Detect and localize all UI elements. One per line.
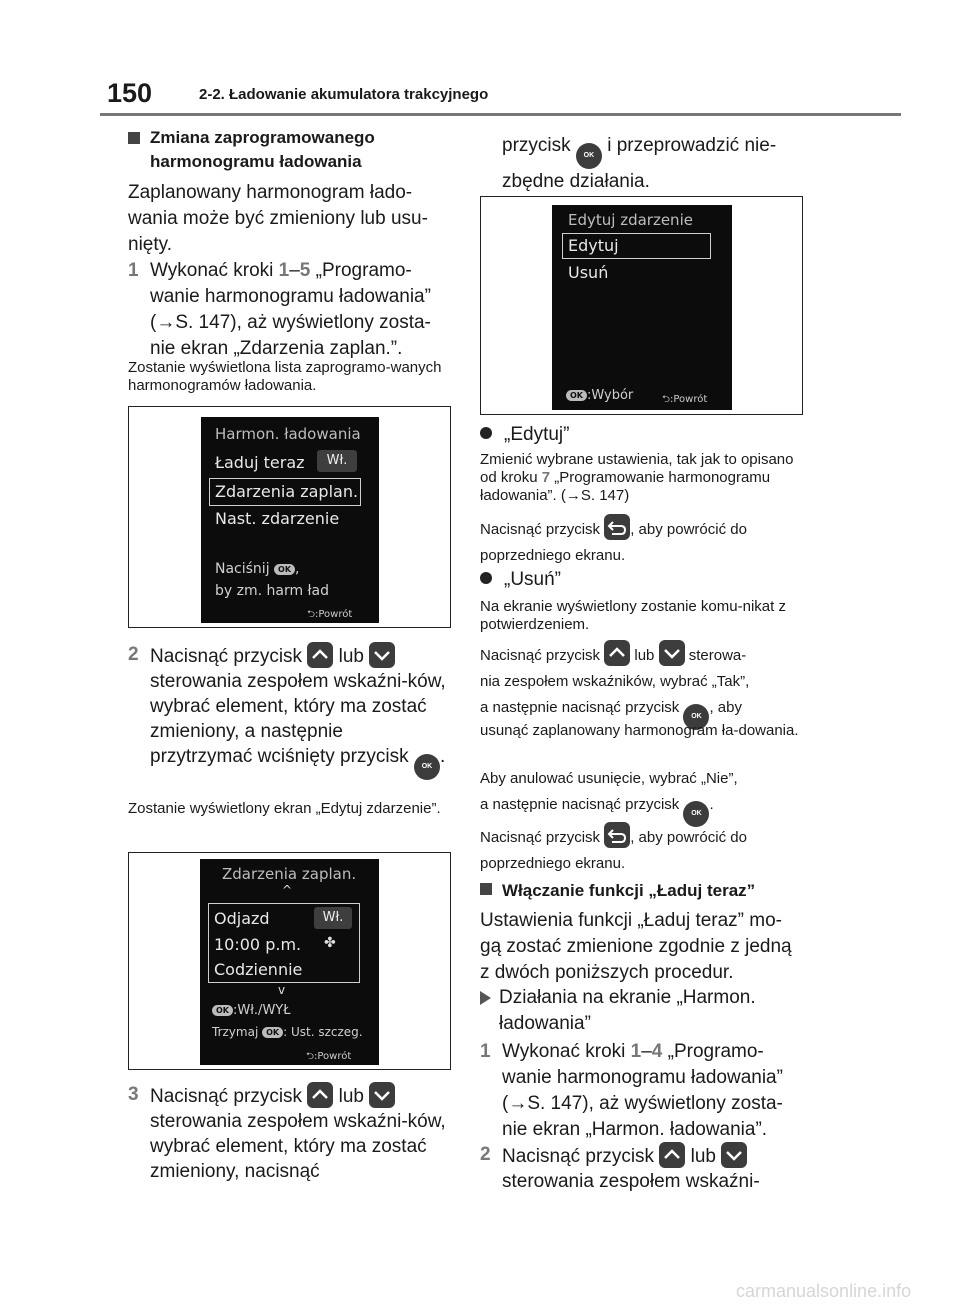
ok-icon: OK	[262, 1027, 283, 1038]
status-badge: Wł.	[314, 907, 352, 929]
back-hint: ⮌:Powrót	[307, 609, 353, 620]
right-continuation: przycisk OK i przeprowadzić nie-zbędne działania.	[502, 135, 777, 192]
back-button-icon	[604, 514, 630, 540]
menu-item-nast-zdarzenie: Nast. zdarzenie	[215, 509, 340, 528]
down-button-icon	[369, 642, 395, 668]
bullet-usun-text-1: Na ekranie wyświetlony zostanie komu-nikat z potwierdzeniem.	[480, 598, 786, 633]
chevron-up-icon: ^	[282, 883, 293, 897]
note-2: Zostanie wyświetlony ekran „Edytuj zdarzenie”.	[128, 800, 441, 817]
menu-item-zdarzenia-zaplan: Zdarzenia zaplan.	[215, 482, 359, 501]
screen-frame-2	[128, 852, 451, 1070]
back-hint: ⮌:Powrót	[662, 394, 708, 405]
up-button-icon	[604, 640, 630, 666]
event-repeat: Codziennie	[214, 960, 303, 979]
ok-button-icon: OK	[576, 143, 602, 169]
header-rule	[100, 113, 901, 116]
hint-line-2: by zm. harm ład	[215, 583, 330, 599]
bullet-usun-cancel: Aby anulować usunięcie, wybrać „Nie”, a następnie nacisnąć przycisk OK.	[480, 766, 810, 827]
display-edytuj-zdarzenie	[552, 205, 732, 410]
down-button-icon	[659, 640, 685, 666]
back-arrow-icon: ⮌	[662, 394, 671, 405]
watermark: carmanualsonline.info	[736, 1281, 912, 1301]
intro-text: Zaplanowany harmonogram łado-wania może być zmieniony lub usu-nięty.	[128, 182, 428, 255]
left-step-3: 3 Nacisnąć przycisk lub sterowania zespołem wskaźni-ków, wybrać element, który ma zostać zmieniony, nacisnąć	[128, 1084, 446, 1182]
up-button-icon	[307, 642, 333, 668]
back-arrow-icon: ⮌	[306, 1051, 315, 1062]
display-zdarzenia-zaplan	[200, 859, 379, 1065]
note-1: Zostanie wyświetlona lista zaprogramo-wanych harmonogramów ładowania.	[128, 359, 442, 394]
left-step-2: 2 Nacisnąć przycisk lub sterowania zespołem wskaźni-ków, wybrać element, który ma zostać zmieniony, a następnie przytrzymać wciśnięty przycisk OK .	[128, 642, 450, 780]
status-badge: Wł.	[317, 450, 357, 472]
fan-icon: ✤	[324, 935, 336, 951]
heading-change-schedule: Zmiana zaprogramowanego harmonogramu ładowania	[128, 126, 458, 174]
up-button-icon	[659, 1142, 685, 1168]
square-bullet-icon	[128, 132, 140, 144]
bullet-edytuj-title: „Edytuj”	[480, 422, 569, 448]
screen-title: Edytuj zdarzenie	[568, 211, 693, 229]
bullet-edytuj-back: Nacisnąć przycisk , aby powrócić do poprzedniego ekranu.	[480, 514, 810, 569]
hint-line-1: Naciśnij OK ,	[215, 561, 300, 577]
back-arrow-icon: ⮌	[307, 609, 316, 620]
event-name: Odjazd	[214, 909, 270, 928]
bullet-icon	[480, 427, 492, 439]
down-button-icon	[369, 1082, 395, 1108]
chevron-down-icon: v	[278, 983, 286, 997]
menu-item-laduj-teraz: Ładuj teraz	[215, 453, 305, 472]
toggle-hint: OK :Wł./WYŁ	[212, 1003, 291, 1018]
page-number: 150	[107, 78, 153, 108]
display-harmon-ladowania	[201, 417, 379, 623]
screen-frame-1	[128, 406, 451, 628]
triangle-bullet-icon	[480, 991, 491, 1005]
screen-title: Harmon. ładowania	[215, 425, 361, 443]
hold-hint: Trzymaj OK : Ust. szczeg.	[212, 1025, 363, 1039]
bullet-usun-title: „Usuń”	[480, 567, 561, 593]
bullet-usun-back: Nacisnąć przycisk , aby powrócić do poprzedniego ekranu.	[480, 822, 810, 877]
heading-laduj-teraz: Włączanie funkcji „Ładuj teraz”	[480, 879, 810, 903]
right-step-1: 1 Wykonać kroki 1–4 „Programo-wanie harmonogramu ładowania” (→S. 147), aż wyświetlony zosta-nie ekran „Harmon. ładowania”.	[480, 1041, 783, 1140]
bullet-usun-text-2: Nacisnąć przycisk lub sterowa- nia zespołem wskaźników, wybrać „Tak”, a następnie nacisnąć przycisk OK, aby	[480, 640, 810, 730]
up-button-icon	[307, 1082, 333, 1108]
sub-heading: Działania na ekranie „Harmon. ładowania”	[480, 985, 802, 1037]
down-button-icon	[721, 1142, 747, 1168]
select-hint: OK :Wybór	[566, 388, 633, 403]
ok-button-icon: OK	[683, 801, 709, 827]
right-step-2: 2 Nacisnąć przycisk lub sterowania zespołem wskaźni-	[480, 1144, 760, 1192]
ok-button-icon: OK	[414, 754, 440, 780]
screen-frame-3	[480, 196, 803, 415]
bullet-usun-text-3: usunąć zaplanowany harmonogram ła-dowania.	[480, 722, 799, 739]
square-bullet-icon	[480, 883, 492, 895]
left-step-1: 1 Wykonać kroki 1–5 „Programo-wanie harmonogramu ładowania” (→S. 147), aż wyświetlony zosta-nie ekran „Zdarzenia zaplan.”.	[128, 260, 431, 359]
screen-title: Zdarzenia zaplan.	[222, 865, 357, 883]
section-title: 2-2. Ładowanie akumulatora trakcyjnego	[199, 86, 489, 103]
bullet-edytuj-text: Zmienić wybrane ustawienia, tak jak to opisano od kroku 7 „Programowanie harmonogramu ładowania”. (→S. 147)	[480, 451, 794, 504]
menu-item-usun: Usuń	[568, 263, 609, 282]
bullet-icon	[480, 572, 492, 584]
menu-item-edytuj: Edytuj	[568, 236, 619, 255]
intro-2: Ustawienia funkcji „Ładuj teraz” mo-gą zostać zmienione zgodnie z jedną z dwóch poniższych procedur.	[480, 910, 792, 983]
back-hint: ⮌:Powrót	[306, 1051, 352, 1062]
ok-icon: OK	[274, 564, 295, 575]
event-time: 10:00 p.m.	[214, 935, 302, 954]
back-button-icon	[604, 822, 630, 848]
ok-icon: OK	[566, 390, 587, 401]
ok-icon: OK	[212, 1005, 233, 1016]
ok-button-icon: OK	[683, 704, 709, 730]
